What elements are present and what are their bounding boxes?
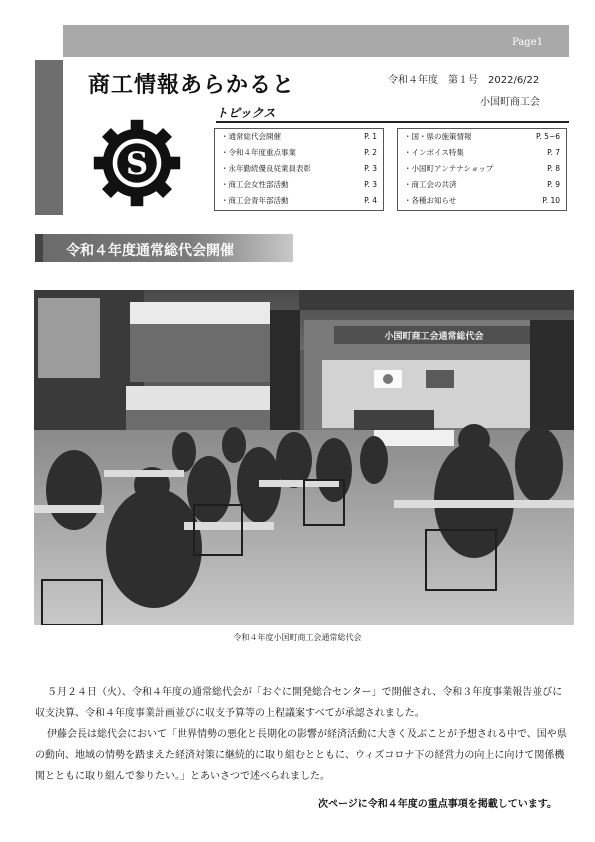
topics-label: トピックス bbox=[216, 106, 276, 120]
issue-info: 令和４年度 第１号 2022/6/22 bbox=[388, 75, 540, 86]
article-paragraph: ５月２４日（火）、令和４年度の通常総代会が「おぐに開発総合センター」で開催され、令和３年度事業報告並びに収支決算、令和４年度事業計画並びに収支予算等の上程議案すべてが承認されました。 bbox=[35, 687, 563, 719]
toc-item[interactable]: ・インボイス特集 P. 7 bbox=[404, 148, 560, 157]
header-bar bbox=[63, 25, 569, 57]
photo-caption: 令和４年度小国町商工会通常総代会 bbox=[233, 633, 362, 642]
toc-item[interactable]: ・小国町アンテナショップ P. 8 bbox=[404, 164, 560, 173]
next-page-note: 次ページに令和４年度の重点事項を掲載しています。 bbox=[318, 799, 557, 810]
logo-letter: S bbox=[125, 145, 149, 182]
topics-rule bbox=[216, 121, 569, 123]
article-paragraph: 伊藤会長は総代会において「世界情勢の悪化と長期化の影響が経済活動に大きく及ぶことが予想される中で、国や県の動向、地域の情勢を踏まえた経済対策に継続的に取り組むとともに、ウィズコロナ下の経営力の向上に向けて関係機関とともに取り組んで参りたい。」とあいさつで述べられました。 bbox=[35, 729, 567, 782]
toc-item[interactable]: ・永年勤続優良従業員表彰 P. 3 bbox=[221, 164, 377, 173]
toc-item[interactable]: ・国・県の施策情報 P. 5~6 bbox=[404, 132, 560, 141]
toc-item[interactable]: ・商工会の共済 P. 9 bbox=[404, 180, 560, 189]
article-body bbox=[35, 682, 572, 787]
toc-item[interactable]: ・通常総代会開催 P. 1 bbox=[221, 132, 377, 141]
organization-name: 小国町商工会 bbox=[480, 97, 540, 108]
header-side-bar bbox=[35, 60, 63, 215]
toc-item[interactable]: ・商工会女性部活動 P. 3 bbox=[221, 180, 377, 189]
section-title: 令和４年度通常総代会開催 bbox=[66, 243, 234, 259]
newsletter-title: 商工情報あらかると bbox=[88, 73, 296, 98]
section-heading-accent bbox=[35, 234, 43, 262]
shokokai-logo-icon bbox=[92, 118, 182, 208]
banner-text: 小国町商工会通常総代会 bbox=[384, 332, 484, 342]
toc-item[interactable]: ・商工会青年部活動 P. 4 bbox=[221, 196, 377, 205]
toc-item[interactable]: ・各種お知らせ P. 10 bbox=[404, 196, 560, 205]
toc-item[interactable]: ・令和４年度重点事業 P. 2 bbox=[221, 148, 377, 157]
page-number: Page1 bbox=[512, 37, 543, 48]
meeting-photo bbox=[34, 290, 574, 625]
toc-right bbox=[397, 128, 567, 211]
toc-left bbox=[214, 128, 384, 211]
